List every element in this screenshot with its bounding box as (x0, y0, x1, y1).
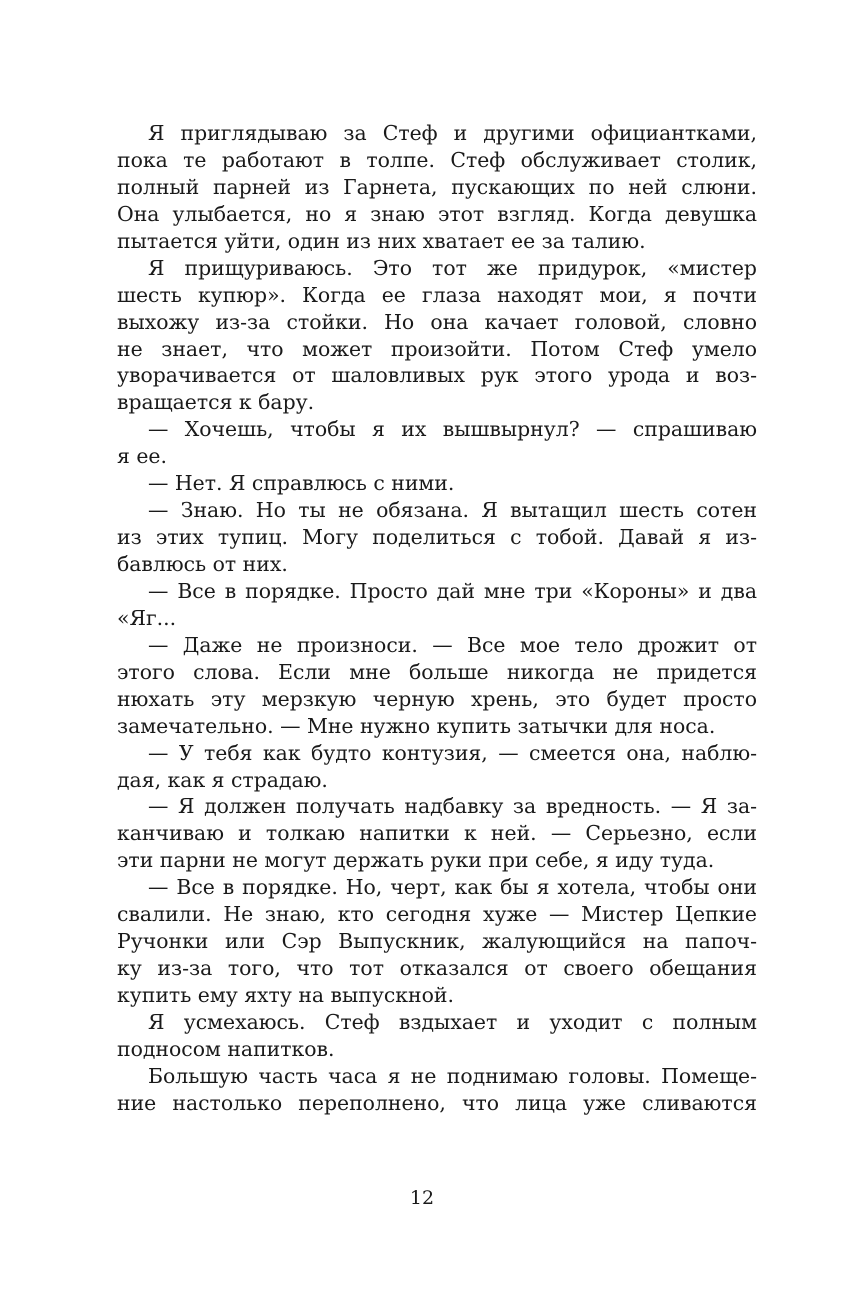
text-line: нюхать эту мерзкую черную хрень, это будет просто (117, 686, 757, 711)
text-line: не знает, что может произойти. Потом Стеф умело (117, 336, 757, 361)
text-line: Она улыбается, но я знаю этот взгляд. Когда девушка (117, 201, 757, 226)
text-line: — Хочешь, чтобы я их вышвырнул? — спрашиваю (148, 417, 757, 442)
text-line: Большую часть часа я не поднимаю головы. Помеще- (148, 1063, 757, 1088)
text-line: «Яг... (117, 605, 177, 630)
page-number: 12 (409, 1187, 435, 1209)
text-line: свалили. Не знаю, кто сегодня хуже — Мистер Цепкие (117, 902, 757, 927)
text-line: замечательно. — Мне нужно купить затычки для носа. (117, 713, 716, 738)
text-line: ку из-за того, что тот отказался от своего обещания (117, 956, 757, 981)
text-line: — Я должен получать надбавку за вредность. — Я за- (148, 794, 757, 819)
text-line: канчиваю и толкаю напитки к ней. — Серьезно, если (117, 821, 757, 846)
text-line: этого слова. Если мне больше никогда не придется (117, 659, 757, 684)
text-line: Я прищуриваюсь. Это тот же придурок, «мистер (148, 255, 757, 280)
text-line: ние настолько переполнено, что лица уже сливаются (117, 1090, 757, 1115)
text-line: выхожу из-за стойки. Но она качает головой, словно (117, 309, 757, 334)
text-line: я ее. (117, 444, 167, 469)
text-line: — Даже не произноси. — Все мое тело дрожит от (148, 632, 757, 657)
text-line: подносом напитков. (117, 1036, 335, 1061)
text-line: купить ему яхту на выпускной. (117, 983, 454, 1007)
text-line: уворачивается от шаловливых рук этого урода и воз- (117, 363, 757, 388)
text-line: дая, как я страдаю. (117, 767, 328, 792)
text-line: — Все в порядке. Просто дай мне три «Короны» и два (148, 578, 757, 603)
book-page-text (117, 120, 757, 1117)
text-line: — Знаю. Но ты не обязана. Я вытащил шесть сотен (148, 498, 757, 523)
text-line: из этих тупиц. Могу поделиться с тобой. Давай я из- (117, 525, 757, 550)
text-line: эти парни не могут держать руки при себе, я иду туда. (117, 848, 715, 873)
text-line: пока те работают в толпе. Стеф обслуживает столик, (117, 147, 757, 172)
text-line: Я усмехаюсь. Стеф вздыхает и уходит с полным (148, 1009, 757, 1034)
text-line: Я приглядываю за Стеф и другими официантками, (148, 121, 757, 145)
text-line: полный парней из Гарнета, пускающих по ней слюни. (117, 174, 757, 199)
text-line: пытается уйти, один из них хватает ее за талию. (117, 228, 646, 253)
text-line: шесть купюр». Когда ее глаза находят мои, я почти (117, 282, 757, 307)
text-line: — Все в порядке. Но, черт, как бы я хотела, чтобы они (148, 875, 757, 900)
text-line: вращается к бару. (117, 390, 315, 415)
text-line: Ручонки или Сэр Выпускник, жалующийся на папоч- (117, 929, 757, 954)
text-line: бавлюсь от них. (117, 552, 288, 576)
text-line: — У тебя как будто контузия, — смеется она, наблю- (148, 740, 757, 765)
text-line: — Нет. Я справлюсь с ними. (148, 471, 455, 496)
